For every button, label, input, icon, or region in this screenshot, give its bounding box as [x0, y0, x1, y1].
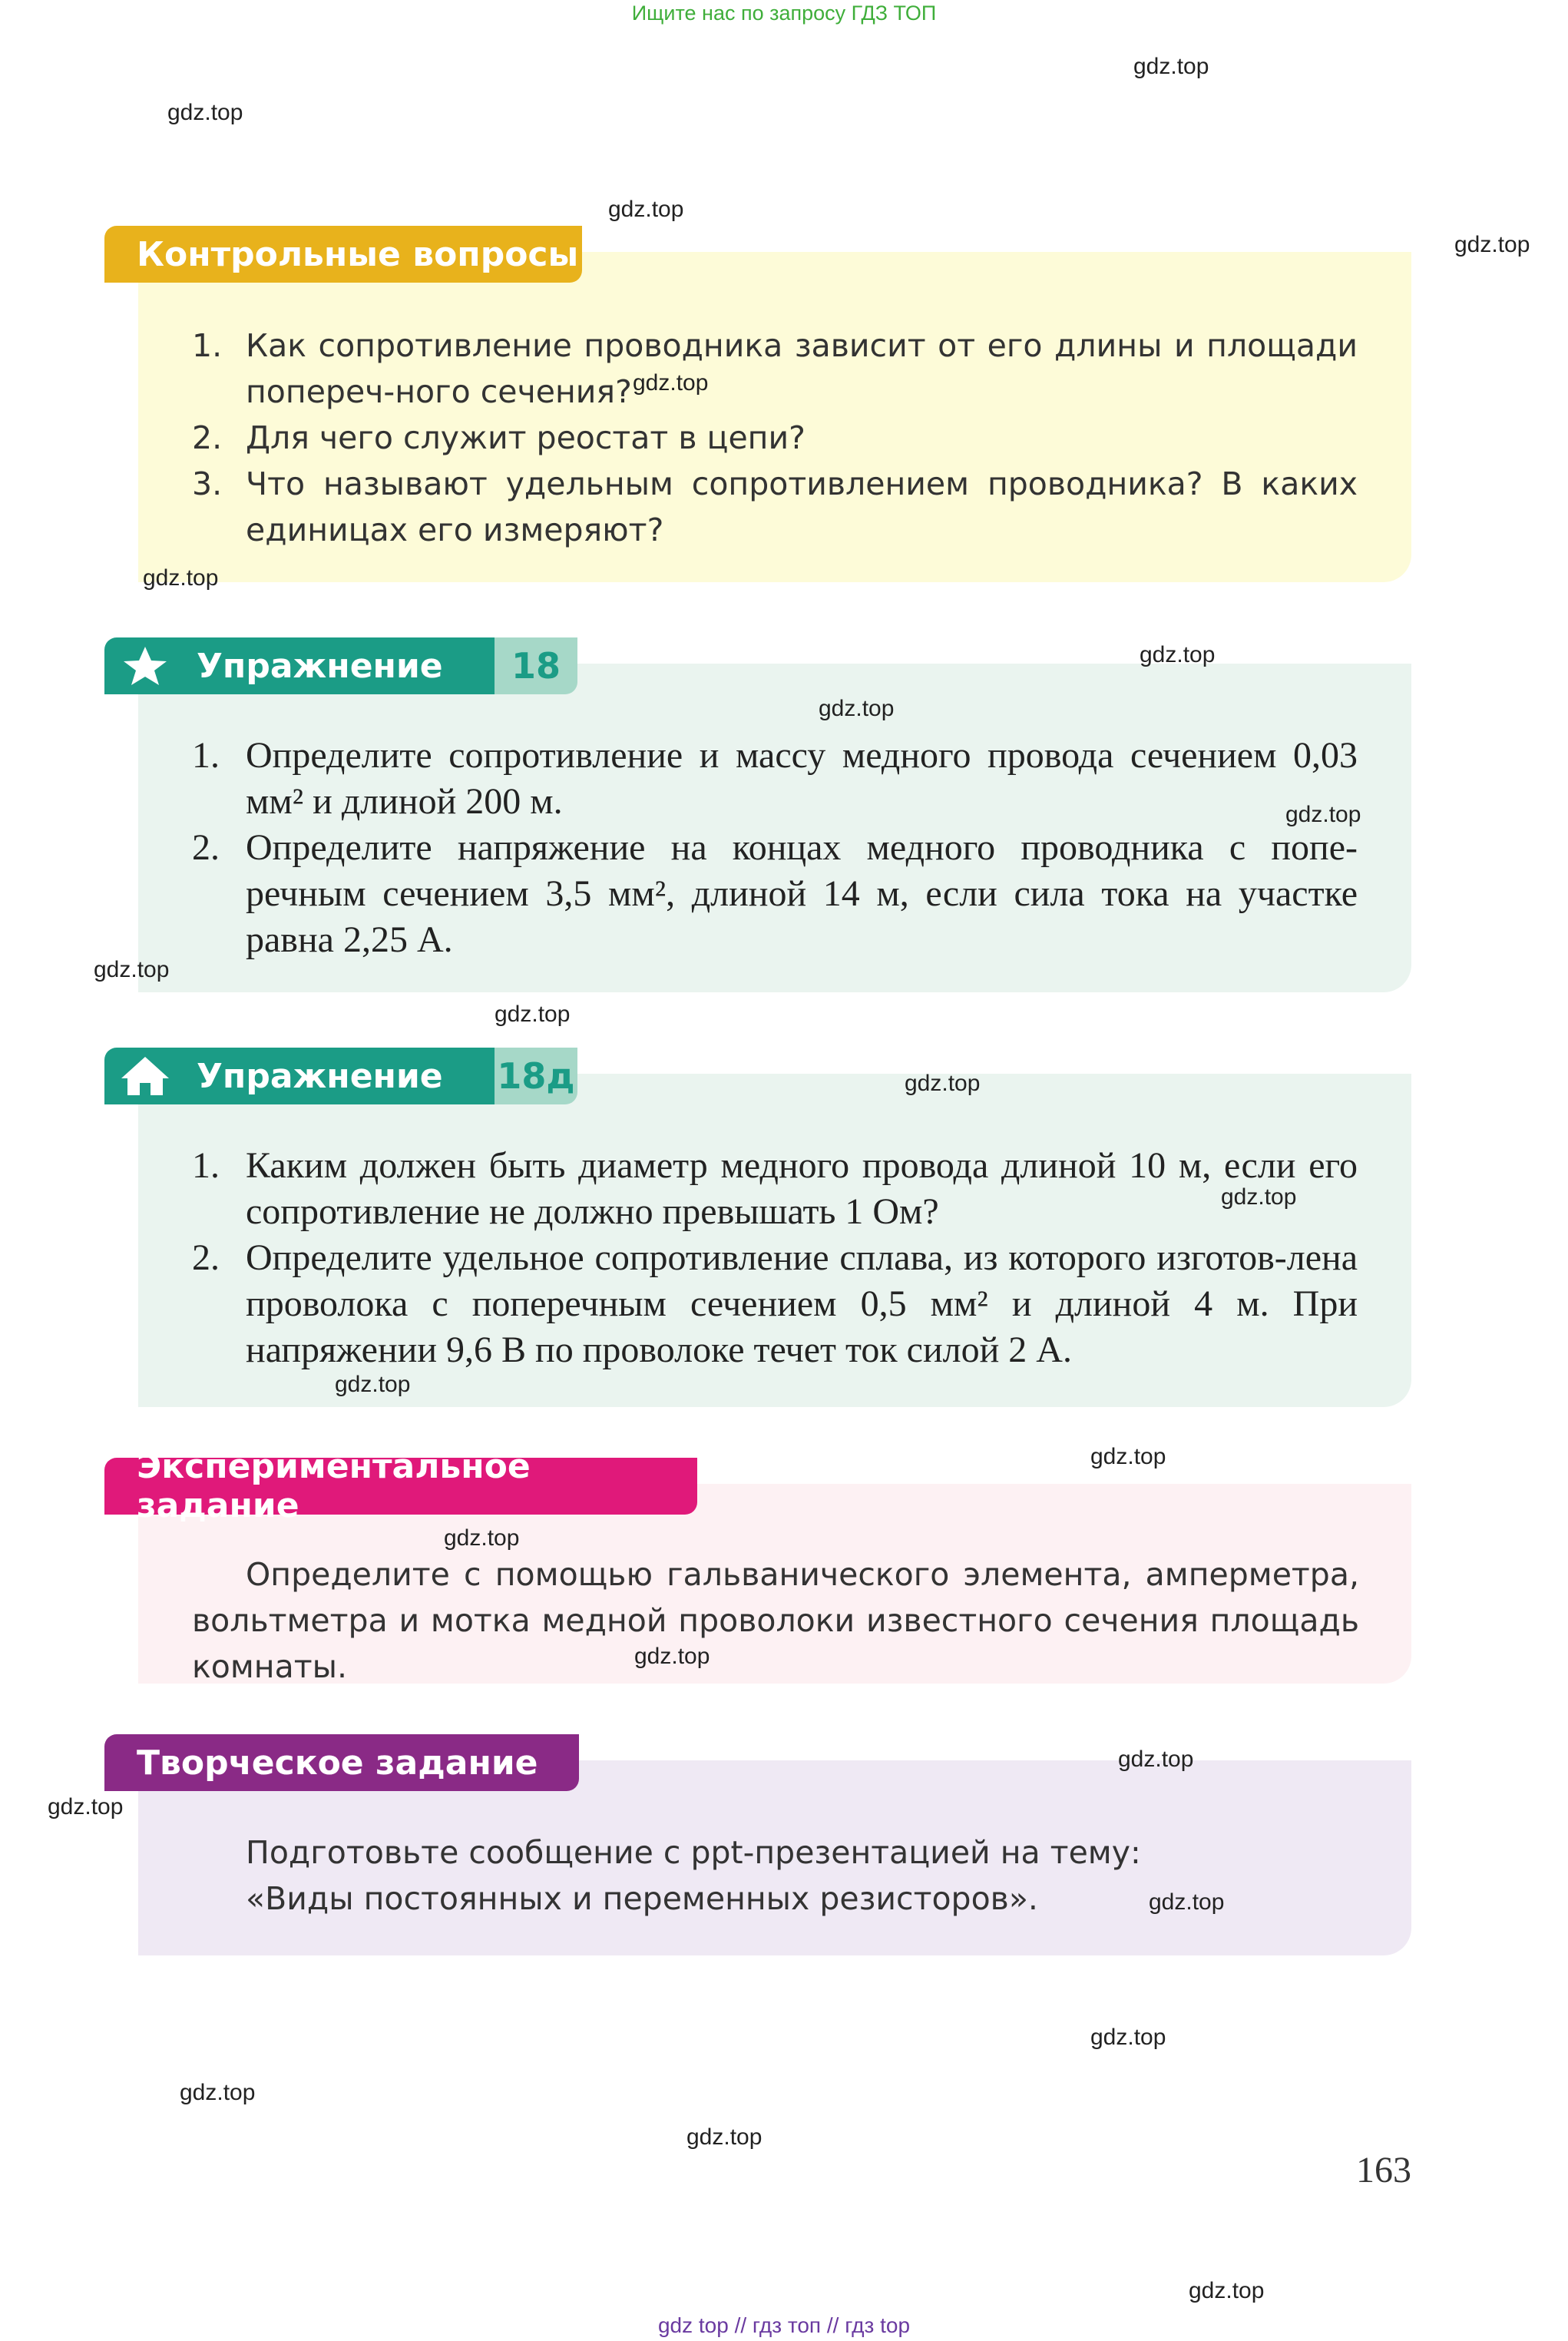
watermark: gdz.top	[495, 1002, 571, 1027]
page-number: 163	[1356, 2150, 1411, 2190]
control-questions-panel	[138, 252, 1411, 582]
exercise-18-list	[138, 733, 1411, 963]
section-title: Упражнение	[197, 646, 443, 686]
creative-task-line-1: Подготовьте сообщение с ppt-презентацией на тему:	[246, 1834, 1141, 1871]
watermark: gdz.top	[335, 1372, 411, 1397]
list-item	[138, 323, 1411, 415]
watermark: gdz.top	[143, 565, 219, 591]
question-text: Как сопротивление проводника зависит от его длины и площади попереч-ного сечения?	[246, 327, 1358, 410]
exercise-number-badge: 18д	[495, 1048, 577, 1104]
exercise-18d-header	[104, 1048, 495, 1104]
watermark: gdz.top	[686, 2124, 762, 2150]
home-icon	[118, 1055, 172, 1097]
list-item	[138, 461, 1411, 553]
section-title: Творческое задание	[137, 1743, 538, 1783]
watermark: gdz.top	[1285, 802, 1361, 827]
watermark: gdz.top	[1149, 1889, 1225, 1915]
exercise-text: Каким должен быть диаметр медного провода длиной 10 м, если его сопротивление не должно превышать 1 Ом?	[246, 1145, 1358, 1232]
item-number: 2.	[192, 827, 220, 868]
exercise-18d-panel	[138, 1074, 1411, 1407]
list-item	[138, 1235, 1411, 1373]
item-number: 3.	[192, 465, 223, 502]
section-title: Экспериментальное задание	[137, 1447, 531, 1525]
watermark: gdz.top	[1221, 1184, 1297, 1210]
experimental-task-header	[104, 1447, 697, 1525]
question-text: Что называют удельным сопротивлением проводника? В каких единицах его измеряют?	[246, 465, 1358, 548]
exercise-18-header	[104, 637, 495, 694]
star-icon	[118, 645, 172, 687]
creative-task-line-2: «Виды постоянных и переменных резисторов».	[246, 1880, 1038, 1917]
watermark: gdz.top	[819, 696, 895, 721]
watermark: gdz.top	[1189, 2278, 1265, 2303]
watermark: gdz.top	[1133, 54, 1209, 79]
watermark: gdz.top	[1090, 1444, 1166, 1469]
control-questions-list	[138, 323, 1411, 553]
watermark: gdz.top	[1140, 642, 1216, 667]
section-title: Упражнение	[197, 1056, 443, 1096]
list-item	[138, 825, 1411, 963]
watermark: gdz.top	[608, 197, 684, 222]
watermark: gdz.top	[180, 2080, 256, 2105]
exercise-text: Определите напряжение на концах медного проводника с попе-речным сечением 3,5 мм², длиной 14 м, если сила тока на участке равна 2,25 А.	[246, 827, 1358, 960]
watermark: gdz.top	[905, 1071, 981, 1096]
control-questions-header	[104, 226, 582, 283]
exercise-number-badge: 18	[495, 637, 577, 694]
section-title: Контрольные вопросы	[137, 234, 579, 274]
top-search-link[interactable]: Ищите нас по запросу ГДЗ ТОП	[631, 2, 937, 25]
footer-links[interactable]: gdz top // гдз топ // гдз top	[657, 2313, 911, 2337]
experimental-task-text: Определите с помощью гальванического элемента, амперметра, вольтметра и мотка медной проволоки известного сечения площадь комнаты.	[192, 1556, 1359, 1685]
watermark: gdz.top	[167, 100, 243, 125]
item-number: 1.	[192, 1145, 220, 1186]
list-item	[138, 415, 1411, 461]
item-number: 2.	[192, 1237, 220, 1278]
watermark: gdz.top	[444, 1525, 520, 1551]
creative-task-header	[104, 1734, 579, 1791]
list-item	[138, 733, 1411, 825]
watermark: gdz.top	[1118, 1747, 1194, 1772]
item-number: 1.	[192, 735, 220, 776]
item-number: 1.	[192, 327, 223, 364]
watermark: gdz.top	[1090, 2025, 1166, 2050]
item-number: 2.	[192, 419, 223, 456]
watermark: gdz.top	[48, 1794, 124, 1819]
watermark: gdz.top	[1454, 232, 1530, 257]
exercise-text: Определите удельное сопротивление сплава, из которого изготов-лена проволока с поперечным сечением 0,5 мм² и длиной 4 м. При напряжении 9,6 В по проволоке течет ток силой 2 А.	[246, 1237, 1358, 1370]
watermark: gdz.top	[633, 370, 709, 396]
exercise-18d-list	[138, 1143, 1411, 1373]
exercise-text: Определите сопротивление и массу медного провода сечением 0,03 мм² и длиной 200 м.	[246, 735, 1358, 822]
watermark: gdz.top	[94, 957, 170, 982]
question-text: Для чего служит реостат в цепи?	[246, 419, 806, 456]
exercise-18-panel	[138, 664, 1411, 992]
watermark: gdz.top	[634, 1644, 710, 1669]
